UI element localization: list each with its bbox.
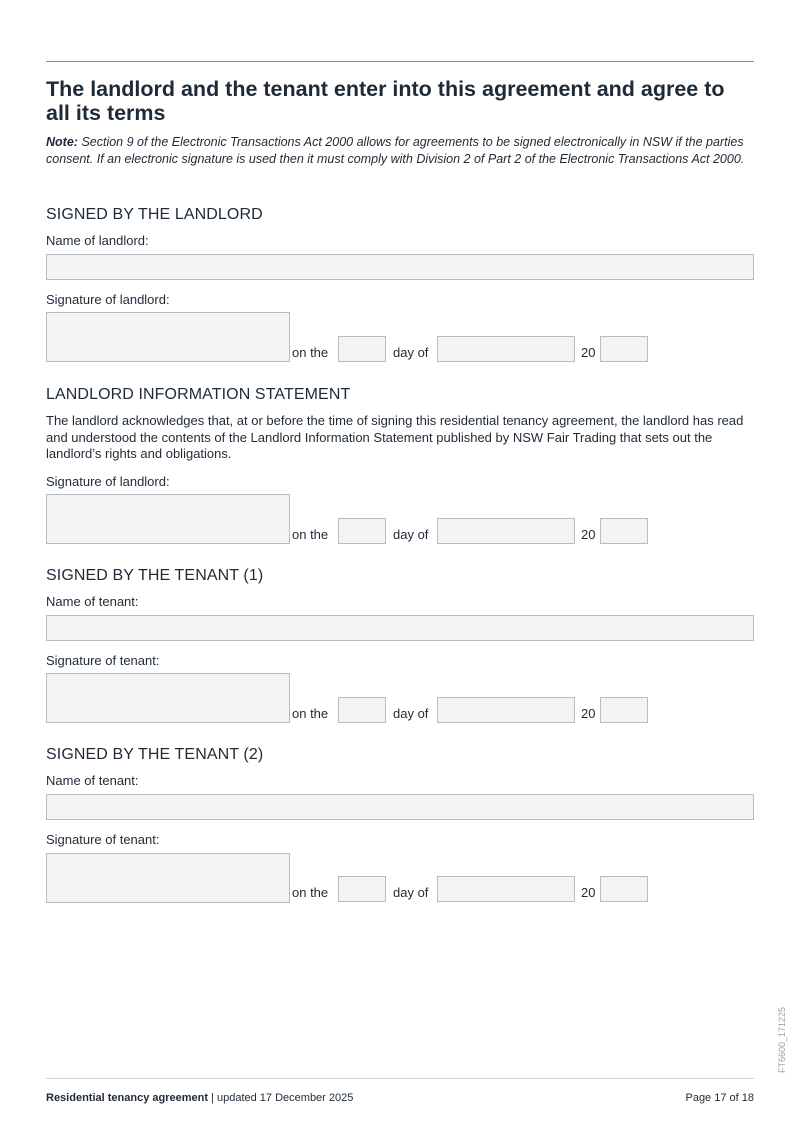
section-title-landlord: SIGNED BY THE LANDLORD	[46, 206, 263, 223]
tenant1-signature-label: Signature of tenant:	[46, 653, 160, 668]
on-the-label: on the	[292, 345, 329, 360]
year-prefix-label: 20	[581, 527, 596, 542]
landlord-sign-month-field[interactable]	[437, 336, 575, 362]
footer-doc-title: Residential tenancy agreement	[46, 1092, 209, 1104]
landlord-info-paragraph: The landlord acknowledges that, at or before the time of signing this residential tenancy agreement, the landlord has read and understood the contents of the Landlord Information Statement published by NSW Fair Trading that sets out the landlord’s rights and obligations.	[46, 413, 744, 461]
tenant2-name-label: Name of tenant:	[46, 773, 139, 788]
tenant1-sign-day-field[interactable]	[338, 697, 386, 723]
tenant2-sign-month-field[interactable]	[437, 876, 575, 902]
on-the-label: on the	[292, 527, 329, 542]
footer-divider	[46, 1078, 754, 1079]
day-of-label: day of	[393, 706, 429, 721]
section-title-tenant-2: SIGNED BY THE TENANT (2)	[46, 746, 264, 763]
year-prefix-label: 20	[581, 885, 596, 900]
landlord-info-day-field[interactable]	[338, 518, 386, 544]
year-prefix-label: 20	[581, 706, 596, 721]
day-of-label: day of	[393, 527, 429, 542]
landlord-info-year-field[interactable]	[600, 518, 648, 544]
landlord-signature-label: Signature of landlord:	[46, 292, 170, 307]
tenant2-sign-year-field[interactable]	[600, 876, 648, 902]
tenant1-sign-year-field[interactable]	[600, 697, 648, 723]
on-the-label: on the	[292, 706, 329, 721]
tenant2-signature-field[interactable]	[46, 853, 290, 903]
footer-updated: | updated 17 December 2025	[211, 1092, 354, 1104]
note-paragraph	[46, 134, 754, 167]
on-the-label: on the	[292, 885, 329, 900]
tenant1-signature-field[interactable]	[46, 673, 290, 723]
footer-page-number: Page 17 of 18	[685, 1092, 754, 1104]
year-prefix-label: 20	[581, 345, 596, 360]
tenant2-name-field[interactable]	[46, 794, 754, 820]
landlord-sign-year-field[interactable]	[600, 336, 648, 362]
tenant2-signature-label: Signature of tenant:	[46, 832, 160, 847]
tenant1-name-field[interactable]	[46, 615, 754, 641]
day-of-label: day of	[393, 345, 429, 360]
page-title: The landlord and the tenant enter into this agreement and agree to all its terms	[46, 77, 725, 125]
form-code: FT6600_171225	[777, 1006, 787, 1074]
top-divider	[46, 61, 754, 62]
tenant1-name-label: Name of tenant:	[46, 594, 139, 609]
note-text: Section 9 of the Electronic Transactions Act 2000 allows for agreements to be signed electronically in NSW if the parties consent. If an electronic signature is used then it must comply with Division 2 of Part 2 of the Electronic Transactions Act 2000.	[46, 135, 745, 166]
tenant2-sign-day-field[interactable]	[338, 876, 386, 902]
note-prefix: Note:	[46, 135, 78, 149]
landlord-name-field[interactable]	[46, 254, 754, 280]
landlord-signature-field[interactable]	[46, 312, 290, 362]
section-title-landlord-info: LANDLORD INFORMATION STATEMENT	[46, 386, 351, 403]
landlord-name-label: Name of landlord:	[46, 233, 149, 248]
landlord-info-month-field[interactable]	[437, 518, 575, 544]
tenant1-sign-month-field[interactable]	[437, 697, 575, 723]
footer-document-info	[46, 1092, 353, 1104]
section-title-tenant-1: SIGNED BY THE TENANT (1)	[46, 567, 264, 584]
day-of-label: day of	[393, 885, 429, 900]
landlord-info-signature-field[interactable]	[46, 494, 290, 544]
landlord-sign-day-field[interactable]	[338, 336, 386, 362]
landlord-info-signature-label: Signature of landlord:	[46, 474, 170, 489]
